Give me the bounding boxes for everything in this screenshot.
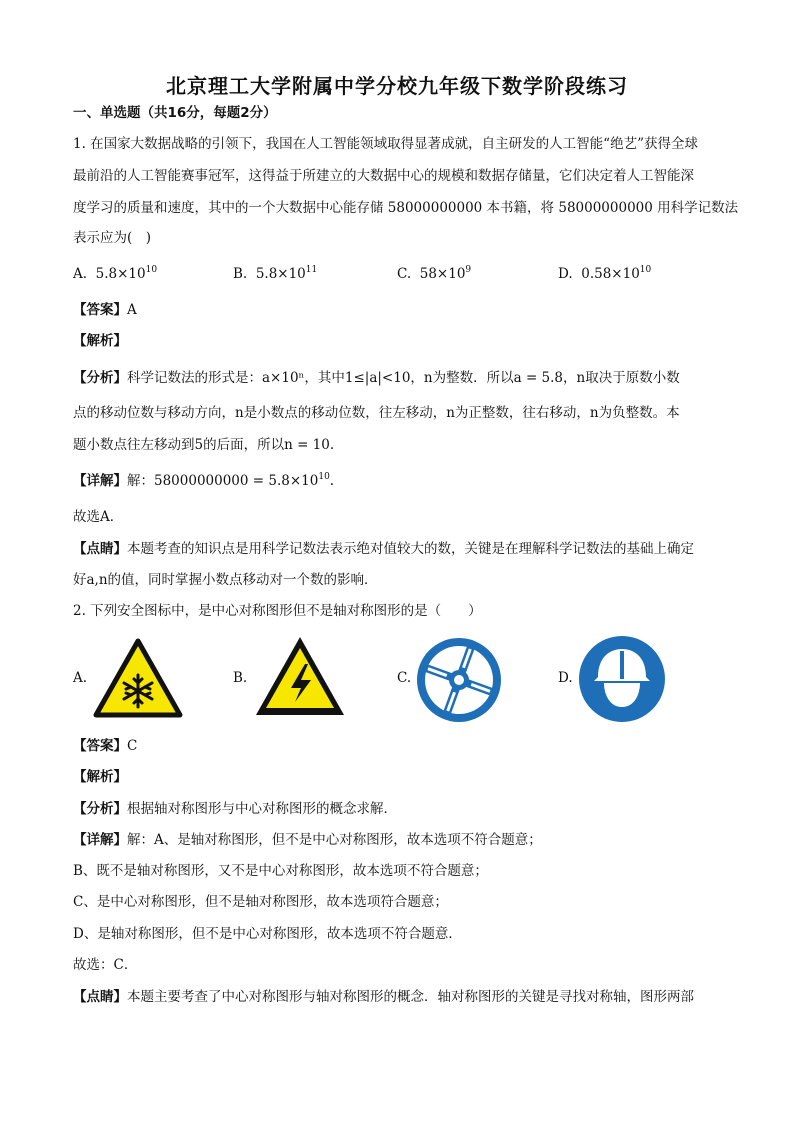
q1-option-d: D. $0.58\times 10^{10}$	[558, 265, 652, 282]
q1-fenxi-line-1: 【分析】科学记数法的形式是：a×10ⁿ，其中1≤|a|<10，n为整数．所以a = 5.8，n取决于原数小数	[73, 370, 680, 386]
q1-fenxi-line-2: 点的移动位数与移动方向，n是小数点的移动位数，往左移动，n为正整数，往右移动，n为负整数。本	[73, 405, 680, 421]
q1-option-b: B. $5.8\times 10^{11}$	[233, 265, 318, 282]
q2-xiangjie-line-4: D、是轴对称图形，但不是中心对称图形，故本选项不符合题意．	[73, 926, 462, 942]
high-voltage-warning-icon	[253, 634, 347, 718]
q2-fenxi: 【分析】根据轴对称图形与中心对称图形的概念求解．	[73, 801, 397, 817]
q2-analysis-tag: 【解析】	[73, 769, 127, 785]
q2-answer: 【答案】C	[73, 738, 138, 754]
q2-stem: 2. 下列安全图标中，是中心对称图形但不是轴对称图形的是（ ）	[73, 603, 482, 619]
q2-option-c-label: C.	[397, 670, 412, 686]
q2-xiangjie-line-2: B、既不是轴对称图形，又不是中心对称图形，故本选项不符合题意；	[73, 863, 488, 879]
q1-option-a: A. $5.8\times 10^{10}$	[73, 265, 158, 282]
q1-analysis-tag: 【解析】	[73, 333, 127, 349]
helmet-sign-icon	[578, 635, 666, 723]
q2-option-a-label: A.	[73, 670, 88, 686]
q2-xiangjie-line-1: 【详解】解：A、是轴对称图形，但不是中心对称图形，故本选项不符合题意；	[73, 832, 542, 848]
q1-stem-line-1: 1. 在国家大数据战略的引领下，我国在人工智能领域取得显著成就，自主研发的人工智能“绝艺”获得全球	[73, 136, 698, 152]
q1-option-c: C. $58\times 10^9$	[397, 265, 472, 282]
q2-option-d-label: D.	[558, 670, 573, 686]
q1-choose: 故选A．	[73, 509, 124, 525]
q2-option-b-label: B.	[233, 670, 248, 686]
q2-dianjing: 【点睛】本题主要考查了中心对称图形与轴对称图形的概念．轴对称图形的关键是寻找对称轴，图形两部	[73, 989, 694, 1005]
q2-choose: 故选：C．	[73, 957, 138, 973]
q1-stem-line-3: 度学习的质量和速度，其中的一个大数据中心能存储 58000000000 本书籍，将 58000000000 用科学记数法	[73, 200, 739, 216]
q1-fenxi-line-3: 题小数点往左移动到5的后面，所以n = 10.	[73, 437, 335, 453]
q1-answer: 【答案】A	[73, 302, 137, 318]
q1-dianjing-line-1: 【点睛】本题考查的知识点是用科学记数法表示绝对值较大的数，关键是在理解科学记数法的基础上确定	[73, 541, 694, 557]
q1-dianjing-line-2: 好a,n的值，同时掌握小数点移动对一个数的影响．	[73, 572, 378, 588]
q1-stem-line-4: 表示应为( )	[73, 230, 152, 246]
q1-stem-line-2: 最前沿的人工智能赛事冠军，这得益于所建立的大数据中心的规模和数据存储量，它们决定着人工智能深	[73, 168, 694, 184]
page-title: 北京理工大学附属中学分校九年级下数学阶段练习	[166, 74, 628, 98]
snowflake-warning-icon	[93, 638, 183, 718]
q1-xiangjie: 【详解】解：$58000000000 = 5.8\times 10^{10}$.	[73, 472, 335, 489]
fan-sign-icon	[414, 635, 504, 725]
section-heading: 一、单选题（共16分，每题2分）	[73, 105, 277, 121]
q2-xiangjie-line-3: C、是中心对称图形，但不是轴对称图形，故本选项符合题意；	[73, 894, 448, 910]
